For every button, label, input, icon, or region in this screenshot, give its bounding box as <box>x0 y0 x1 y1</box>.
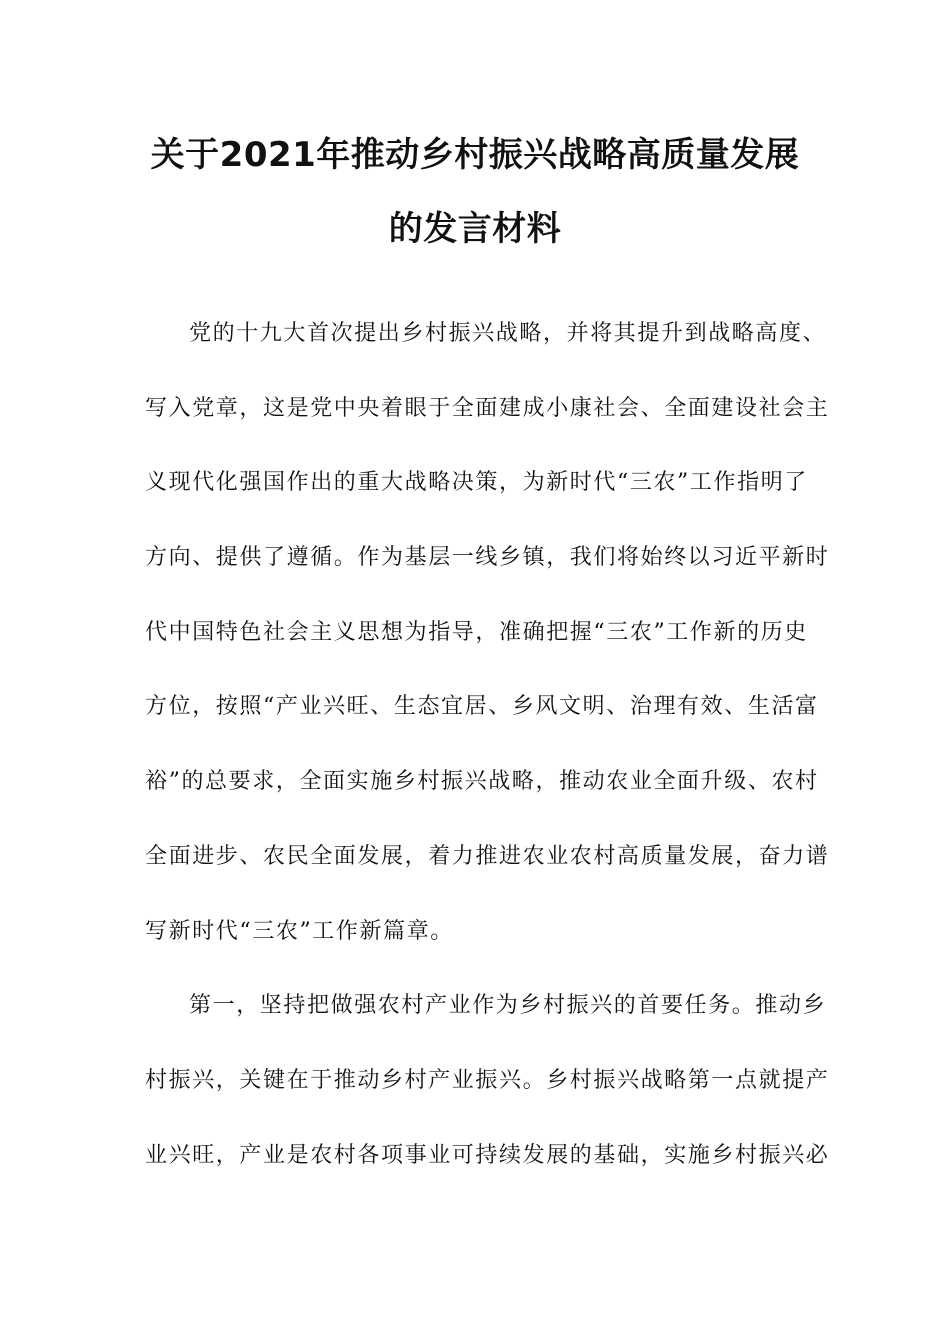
paragraph-line: 写入党章，这是党中央着眼于全面建成小康社会、全面建设社会主 <box>145 395 830 421</box>
paragraph-line: 义现代化强国作出的重大战略决策，为新时代“三农”工作指明了 <box>145 470 808 496</box>
paragraph-line: 方位，按照“产业兴旺、生态宜居、乡风文明、治理有效、生活富 <box>145 694 819 720</box>
paragraph-line: 第一，坚持把做强农村产业作为乡村振兴的首要任务。推动乡 <box>189 993 827 1019</box>
title-line-1: 关于2021年推动乡村振兴战略高质量发展 <box>150 135 800 175</box>
title-line-2: 的发言材料 <box>388 209 562 249</box>
paragraph-line: 村振兴，关键在于推动乡村产业振兴。乡村振兴战略第一点就提产 <box>145 1067 830 1093</box>
paragraph-intro <box>145 312 830 984</box>
document-body <box>145 312 830 1208</box>
paragraph-line: 方向、提供了遵循。作为基层一线乡镇，我们将始终以习近平新时 <box>145 545 830 571</box>
paragraph-first-point <box>145 984 830 1208</box>
paragraph-line: 业兴旺，产业是农村各项事业可持续发展的基础，实施乡村振兴必 <box>145 1142 830 1168</box>
paragraph-line: 裕”的总要求，全面实施乡村振兴战略，推动农业全面升级、农村 <box>145 769 819 795</box>
paragraph-line: 党的十九大首次提出乡村振兴战略，并将其提升到战略高度、 <box>189 321 827 346</box>
paragraph-line: 写新时代“三农”工作新篇章。 <box>145 918 454 944</box>
document-title <box>100 118 850 266</box>
paragraph-line: 全面进步、农民全面发展，着力推进农业农村高质量发展，奋力谱 <box>145 843 830 869</box>
paragraph-line: 代中国特色社会主义思想为指导，准确把握“三农”工作新的历史 <box>145 619 808 645</box>
